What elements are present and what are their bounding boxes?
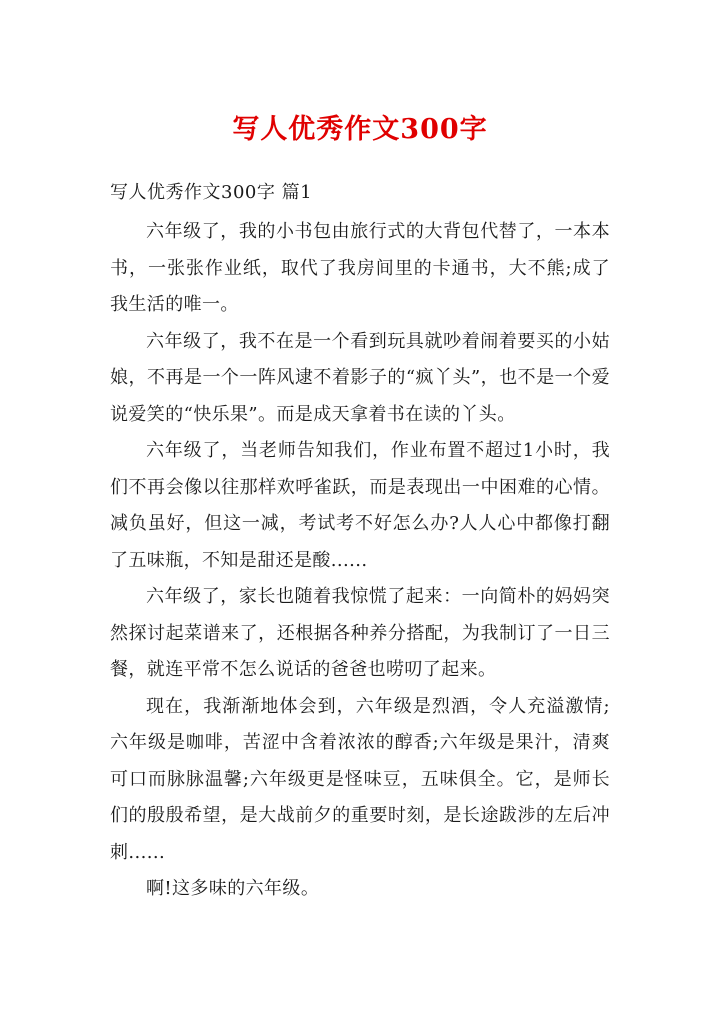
paragraph: 现在，我渐渐地体会到，六年级是烈酒，令人充溢激情;六年级是咖啡，苦涩中含着浓浓的醇香;六年级是果汁，清爽可口而脉脉温馨;六年级更是怪味豆，五味俱全。它，是师长们的殷殷希望，是大战前夕的重要时刻，是长途跋涉的左后冲刺...... [110,695,610,863]
paragraph: 六年级了，我的小书包由旅行式的大背包代替了，一本本书，一张张作业纸，取代了我房间里的卡通书，大不熊;成了我生活的唯一。 [110,221,610,315]
paragraph: 六年级了，我不在是一个看到玩具就吵着闹着要买的小姑娘，不再是一个一阵风逮不着影子的“疯丫头”，也不是一个爱说爱笑的“快乐果”。而是成天拿着书在读的丫头。 [110,330,610,425]
essay-subheading: 写人优秀作文300字 篇1 [110,182,313,203]
paragraph: 啊!这多味的六年级。 [146,878,320,899]
essay-body [110,214,610,908]
paragraph: 六年级了，家长也随着我惊慌了起来：一向简朴的妈妈突然探讨起菜谱来了，还根据各种养分搭配，为我制订了一日三餐，就连平常不怎么说话的爸爸也唠叨了起来。 [110,586,610,680]
paragraph: 六年级了，当老师告知我们，作业布置不超过1小时，我们不再会像以往那样欢呼雀跃，而是表现出一中困难的心情。减负虽好，但这一减，考试考不好怎么办?人人心中都像打翻了五味瓶，不知是甜还是酸...... [110,440,610,571]
document-title: 写人优秀作文300字 [232,114,488,145]
